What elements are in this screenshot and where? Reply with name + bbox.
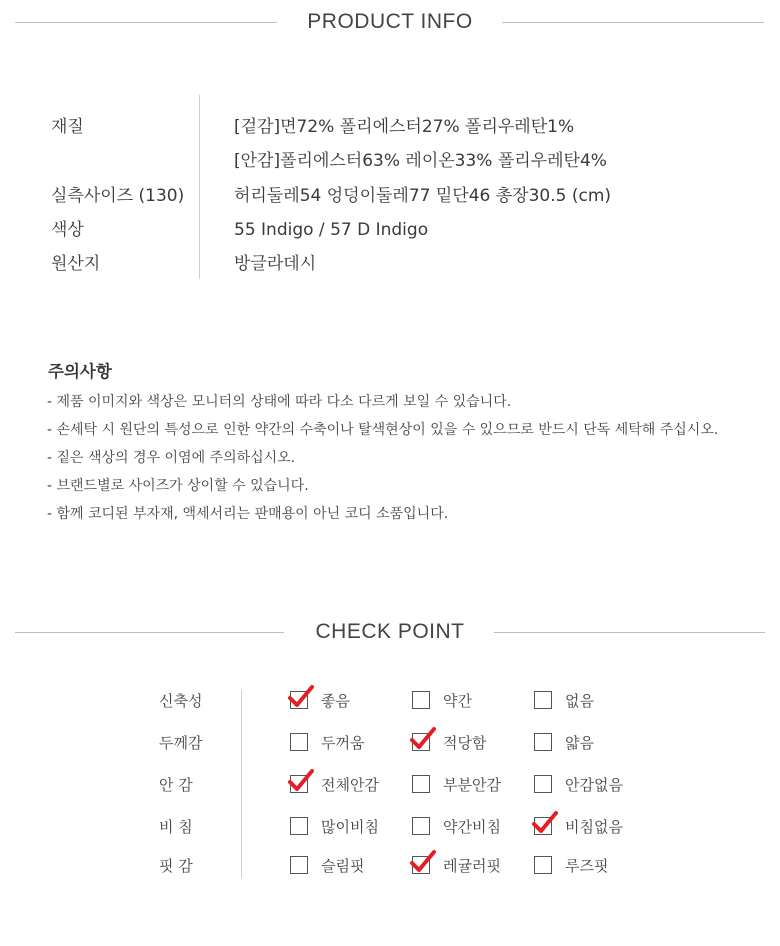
product-info-header [0,2,780,42]
header-rule-right [502,22,764,23]
product-info-title: PRODUCT INFO [307,10,473,33]
info-value-color: 55 Indigo / 57 D Indigo [234,220,429,240]
checkbox[interactable] [412,691,430,709]
checkbox[interactable] [290,856,308,874]
check-option-label: 약간 [443,692,472,710]
check-option-label: 안감없음 [565,776,623,794]
check-point-header [0,612,780,652]
checkbox[interactable] [534,856,552,874]
checkbox[interactable] [412,817,430,835]
header-rule-right [494,632,765,633]
check-option-label: 레귤러핏 [443,857,501,875]
check-option-label: 비침없음 [565,818,623,836]
info-value-lining-fabric: [안감]폴리에스터63% 레이온33% 폴리우레탄4% [234,151,607,171]
checkbox[interactable] [534,817,552,835]
info-label-size: 실측사이즈 (130) [51,186,185,206]
check-label-thickness: 두께감 [159,734,203,752]
check-label-lining: 안 감 [159,776,193,794]
checkbox[interactable] [534,733,552,751]
check-option-label: 많이비침 [321,818,379,836]
check-option-label: 얇음 [565,734,594,752]
check-label-fit: 핏 감 [159,857,193,875]
info-label-origin: 원산지 [51,254,101,274]
checkbox[interactable] [412,856,430,874]
check-option-label: 좋음 [321,692,350,710]
info-label-color: 색상 [51,220,84,240]
check-point-title: CHECK POINT [315,620,465,643]
check-option-label: 약간비침 [443,818,501,836]
info-divider [199,95,200,279]
notice-title: 주의사항 [48,362,112,381]
notice-item: - 손세탁 시 원단의 특성으로 인한 약간의 수축이나 탈색현상이 있을 수 있으므로 반드시 단독 세탁해 주십시오. [47,422,719,438]
check-option-label: 없음 [565,692,594,710]
info-value-outer-fabric: [겉감]면72% 폴리에스터27% 폴리우레탄1% [234,117,575,137]
check-option-label: 루즈핏 [565,857,609,875]
info-value-origin: 방글라데시 [234,254,317,274]
check-label-elasticity: 신축성 [159,692,203,710]
checkbox[interactable] [290,817,308,835]
check-option-label: 슬림핏 [321,857,365,875]
check-divider [241,690,242,878]
info-value-size: 허리둘레54 엉덩이둘레77 밑단46 총장30.5 (cm) [234,186,612,206]
checkbox[interactable] [534,691,552,709]
notice-item: - 함께 코디된 부자재, 액세서리는 판매용이 아닌 코디 소품입니다. [47,506,449,522]
checkbox[interactable] [534,775,552,793]
check-option-label: 부분안감 [443,776,501,794]
check-option-label: 전체안감 [321,776,379,794]
checkbox[interactable] [290,733,308,751]
info-label-material: 재질 [51,117,84,137]
checkbox[interactable] [290,691,308,709]
check-label-sheerness: 비 침 [159,818,193,836]
checkbox[interactable] [290,775,308,793]
notice-item: - 짙은 색상의 경우 이염에 주의하십시오. [47,450,296,466]
checkbox[interactable] [412,775,430,793]
check-option-label: 두꺼움 [321,734,365,752]
checkbox[interactable] [412,733,430,751]
notice-item: - 브랜드별로 사이즈가 상이할 수 있습니다. [47,478,309,494]
check-option-label: 적당함 [443,734,487,752]
notice-item: - 제품 이미지와 색상은 모니터의 상태에 따라 다소 다르게 보일 수 있습니다. [47,394,512,410]
